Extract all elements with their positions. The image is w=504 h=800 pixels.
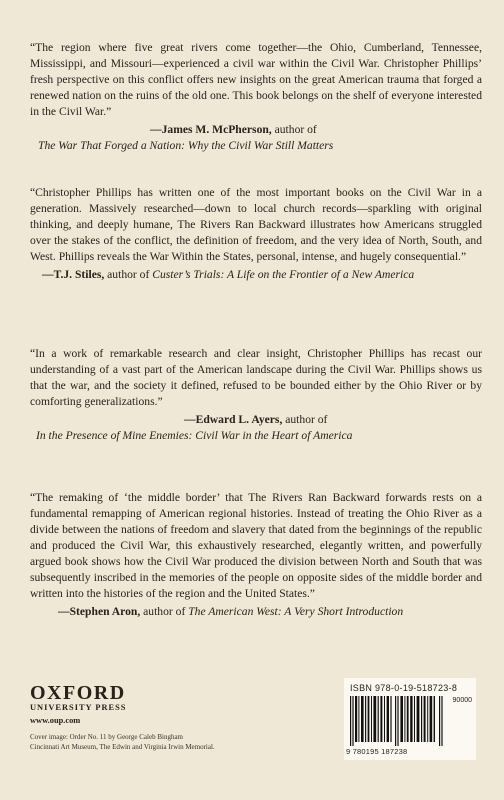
price-code: 90000 xyxy=(452,697,472,704)
cover-credit xyxy=(30,732,330,752)
author-role: author of xyxy=(271,123,317,136)
cover-credit-line: Cover image: Order No. 11 by George Caleb Bingham xyxy=(30,733,183,741)
blurb-attribution xyxy=(30,412,482,444)
author-name: —T.J. Stiles, xyxy=(42,268,105,281)
blurb-mcpherson xyxy=(30,40,482,154)
isbn-label: ISBN 978-0-19-518723-8 xyxy=(350,683,458,693)
blurb-attribution xyxy=(30,122,482,154)
blurb-aron xyxy=(30,490,482,620)
author-name: —James M. McPherson, xyxy=(150,123,272,136)
barcode-icon xyxy=(350,696,444,746)
author-name: —Stephen Aron, xyxy=(58,605,141,618)
author-role: author of xyxy=(282,413,328,426)
author-work: In the Presence of Mine Enemies: Civil War in the Heart of America xyxy=(36,429,353,442)
publisher-url[interactable]: www.oup.com xyxy=(30,716,81,725)
barcode-digits: 9 780195 187238 xyxy=(346,747,408,756)
author-work: Custer’s Trials: A Life on the Frontier of a New America xyxy=(152,268,415,281)
cover-credit-line: Cincinnati Art Museum, The Edwin and Virginia Irwin Memorial. xyxy=(30,743,215,751)
author-work: The War That Forged a Nation: Why the Civil War Still Matters xyxy=(38,139,334,152)
blurb-attribution xyxy=(30,267,482,283)
barcode-box xyxy=(344,678,476,760)
author-role: author of xyxy=(104,268,153,281)
author-role: author of xyxy=(140,605,189,618)
author-work: The American West: A Very Short Introduction xyxy=(188,605,404,618)
blurb-quote: “Christopher Phillips has written one of the most important books on the Civil War in a generation. Massively researched—down to local church records—sparkling with original thinking, and deeply humane, The Rivers Ran Backward illustrates how Americans struggled over the stakes of the conflict, the definition of freedom, and the very idea of North, South, and West. Phillips reveals the War Within the States, personal, intense, and hugely consequential.” xyxy=(30,186,482,263)
blurb-quote: “In a work of remarkable research and clear insight, Christopher Phillips has recast our understanding of a vast part of the American landscape during the Civil War. Phillips shows us that the war, and the society it defined, refused to be bounded either by the Ohio River or by comforting generalizations.” xyxy=(30,347,482,408)
blurb-ayers xyxy=(30,346,482,444)
blurb-attribution xyxy=(30,604,482,620)
blurb-quote: “The remaking of ‘the middle border’ that The Rivers Ran Backward forwards rests on a fundamental remapping of American regional histories. Instead of treating the Ohio River as a divide between the nations of freedom and slavery that dated from the beginnings of the republic and produced the Civil War, this exhaustively researched, elegantly written, and powerfully argued book shows how the Civil War produced the division between North and South that was subsequently inscribed in the memories of the people on opposite sides of the middle border and written into the histories of the region and the United States.” xyxy=(30,491,482,600)
blurb-quote: “The region where five great rivers come together—the Ohio, Cumberland, Tennessee, Mississippi, and Missouri—experienced a civil war within the Civil War. Christopher Phillips’ fresh perspective on this conflict offers new insights on the great American trauma that forged a renewed nation on the ruins of the old one. This book belongs on the shelf of everyone interested in the Civil War.” xyxy=(30,41,482,118)
publisher-name: OXFORD xyxy=(30,682,126,704)
publisher-subname: UNIVERSITY PRESS xyxy=(30,703,127,712)
blurb-stiles xyxy=(30,185,482,283)
publisher-logo xyxy=(30,683,126,713)
author-name: —Edward L. Ayers, xyxy=(184,413,283,426)
